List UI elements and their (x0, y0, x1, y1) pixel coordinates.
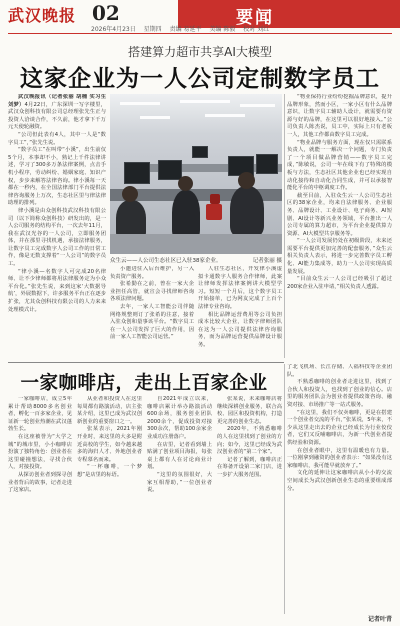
story1-left-column (8, 94, 106, 356)
story1-para-1: 4月22日，广东深圳一写字楼里，武汉众创科技有限公司总经理张先生正与投资人洽谈合作，不久前，他才拿下千万元天使轮融资。 (8, 101, 106, 131)
photo-credit: 记者张丽 摄 (252, 258, 282, 264)
s2c4-para-2: 2020年，不熟悉咖啡的人在这里找到了创业的方向；如今，这里已经成为武汉创业者的“第二个家”。 (217, 426, 282, 456)
issue-proofreader: 校对 刘红 (243, 26, 270, 33)
story1-para-3: “数字员工”在叫带“小溪”，出生前仅5个月，本事却不小，熟记上千件法律讲述，学习了300多万条法律案例，点击手机小程序，劳动纠纷、婚姻家庭、知识产权，步步来解答法律咨询。律小溪每一天都在一秒内，在全国法律部门平台提供法律咨询服务上万次，生态社区里与律法律助理的排列。 (8, 147, 106, 207)
story2-column-1 (8, 396, 72, 622)
issue-meta (91, 24, 275, 33)
right-para-3: 截至目前，入驻众生云一人公司生态社区的38家企业，均来自法律服务、企业服务、品牌设计、工业设计、电子商务、AI短剧、AI设计等新兴业务领域，平台推出一人公司专属的算力超市，为平台企业提供算力资源、AI大模型共享服务等。 (287, 192, 392, 237)
story1-mid-column-2 (198, 266, 282, 358)
mid1-para-2: 张希勤在之前，曾在一家大企业担任高管，就宣会寻找律师咨询各项法律问题。 (110, 281, 194, 303)
story2-headline: 一家咖啡店，走出上百家企业 (20, 373, 268, 394)
issue-editor: 责编 易延平 (169, 26, 202, 33)
right-para-5: “目前众生云一人公司已经吸引了超过200家企业入驻申请，”相关负责人透露。 (287, 276, 392, 290)
column-divider-2 (284, 364, 285, 614)
story1-headline: 这家企业为一人公司定制数字员工 (20, 66, 380, 92)
mid2-para-1: 人驻生态社区，开发律小溪虚拟卡通数字人服务合作律师，此案让律师发挥法律案例讲大模型学习。短短一个月后，这个数字员工开始接单，已为网友完成了上百个法律专业咨询。 (198, 266, 282, 310)
photo-caption (110, 256, 282, 264)
issue-designer: 美编 陈毅 (209, 26, 236, 33)
story2-column-5 (287, 364, 392, 614)
story1-para-5: “律小溪—名数字人可完成20名律师、让不少律师都将用法律服务定为小众平台化。”张先生说，来到这家‘大数据导航’，外展数据下，许多服务平台正在逐步扩张，尤其众创科技有限公司的人力来来处理模式计。 (8, 268, 106, 313)
s2c3-para-1: 自2021年成立以来，咖啡店累计举办路演活动600余场，服务创业团队2000余个，促成投资对接300余次，帮助100余家企业成功注册落户。 (147, 396, 212, 440)
story1-mid-column-1 (110, 266, 194, 358)
newspaper-logo: 武汉晚报 (8, 6, 77, 25)
s2c1-para-2: 在这座被誉为“大学之城”的城市里，小小咖啡店扮演了独特角色：创业者在这里碰撞想法，寻找合伙人，对接投资。 (8, 433, 72, 471)
s2c3-para-2: 在店里，记者看到墙上贴满了创业项目海报，每张桌上都有人在讨论商业计划。 (147, 441, 212, 471)
story2-reporter: 记者叶青 (367, 616, 392, 623)
s2c5-para-3: “在这里，我们不仅卖咖啡，更是在搭建一个创业者交流的平台，”张某说，5年来，不少从这里走出去的企业已经成长为行业佼佼者，它们又反哺咖啡店，为新一代创业者提供经验和资源。 (287, 409, 392, 446)
story1-kicker: 搭建算力超市共享AI大模型 (128, 45, 272, 59)
story1-right-column (287, 94, 392, 358)
story1-para-4: 律小溪是由众创科技武汉科技有限公司（以下简称众创科技）研发出的，是一人公司服务的结构平台，一次去年11月，我在武汉光谷的一人公司，立即服务团体，并在那里寻找机遇，承接法律服务，让数字员工完成数字人公司工作的日常工作，像是无数支撑着“一人公司”的数字员工。 (8, 207, 106, 268)
s2c2-para-3: “一杯咖啡，一个梦想”是店里的标语。 (77, 464, 142, 478)
right-para-4: “一人公司发展仍处在初级阶段，未来还需要平台提供更加完善的配套服务，”众生云相关负责人表示，将进一步完善数字员工孵化、AI能力集成等，助力一人公司实现高质量发展。 (287, 238, 392, 275)
right-para-1: “物业保持行业纷纷挖掘品牌意识，提升品牌形象，然而小区，一家小区有什么品牌意识，让数字员工辅助人设计，就需要有资源与好的品牌，在这里可以很好地接入。”公司负责人陈杰说，员工中，实际上只有老板一人，其他工作都由数字员工完成。 (287, 94, 392, 138)
story1-byline: 武汉晚报讯（记者张丽 胡楠 实习生 刘梦） (8, 94, 106, 108)
s2c3-para-3: “这里的氛围很好，大家互相帮助，”一位创业者说。 (147, 471, 212, 494)
s2c1-para-1: 一家咖啡店，成立5年累计帮助8000多名创业者，孵化一百多家企业，见证新一轮创业热潮在武汉蓬勃生长。 (8, 396, 72, 433)
s2c5-para-2: 不熟悉咖啡的创业者走进这里，找到了合伙人和投资人，也找到了创业的信心。店里的服务团队会为创业者提供政策咨询、融资对接、市场推广等一站式服务。 (287, 379, 392, 408)
column-divider (284, 94, 285, 358)
story2-top-rule (8, 362, 284, 363)
s2c4-para-1: 张某说，未来咖啡店将继续深耕创业服务，联合高校、园区和投资机构，打造更完善的创业生态。 (217, 396, 282, 425)
s2c5-para-1: 了北飞机场、长江存储、人福科技等企业团队。 (287, 364, 392, 378)
story2-column-4 (217, 396, 282, 622)
s2c1-para-3: 从探访创业者到探寻创业者背后的故事，记者走进了这家店。 (8, 471, 72, 494)
mid2-para-2: 相比品牌运营费用等公司负担成本比较大企业，让数字律师团队在这为一人公司提供法律咨询服务，而为品牌运营提供品牌设计服务。 (198, 311, 282, 348)
s2c2-para-1: 从业者和投资人在这里每周都有路演活动，店主张某介绍，这里已成为武汉创新创业的重要窗口之一。 (77, 396, 142, 425)
s2c4-para-3: 记者了解到，咖啡店正在筹备开设第二家门店，进一步扩大服务范围。 (217, 456, 282, 478)
photo-caption-text: 众生云——人公司生态社区已入驻38家企业。 (110, 258, 222, 264)
masthead (0, 0, 400, 32)
s2c5-para-5: 文化的延伸让这家咖啡店从小小的交流空间成长为武汉创新创业生态的重要组成部分。 (287, 470, 392, 492)
masthead-rule (8, 33, 392, 34)
mid1-para-1: 小邀进驻入后台维护，另一入负责资产服务。 (110, 266, 194, 280)
story2-column-3 (147, 396, 212, 622)
issue-weekday: 星期四 (143, 26, 162, 33)
s2c2-para-2: 张某表示，2021年刚开业时，来这里的大多是附近高校的学生，如今越来越多的海归人才、外地创业者专程慕名而来。 (77, 426, 142, 463)
issue-date: 2026年4月23日 (91, 26, 136, 33)
story2-column-2 (77, 396, 142, 622)
section-title: 要闻 (236, 8, 274, 28)
story1-para-2: “公司但此表有4人，其中一人是“数字员工”，”张先生说。 (8, 131, 106, 146)
mid1-para-3: 去年，一家人工智能公司伴随网络规整则订了张希的注意，接着入驻众创和量事该平台。“数字员工在一人公司发挥了巨大的作用，因前一家人工智能公司运营。” (110, 303, 194, 341)
right-para-2: “物业品牌与服务方面，现在仅只需联系负责人，就能一一解决一个问题，专门负责了一个项目做品牌营销——数字员工完成，”陈敏说，公司一年在线下有了特殊的模板与方法，生态社区其他企业也已经实现自动化接待和自动化合同生成，并可以承接智能化平台的中枢调度工作。 (287, 139, 392, 192)
story1-byline-para (8, 94, 106, 132)
story1-photo (110, 94, 282, 254)
page-number: 02 (92, 1, 120, 25)
s2c5-para-4: 在创业者眼中，这里有温暖也有力量。一位刚拿到融资的创业者表示：“如果没有这家咖啡店，我可能早就放弃了。” (287, 447, 392, 469)
